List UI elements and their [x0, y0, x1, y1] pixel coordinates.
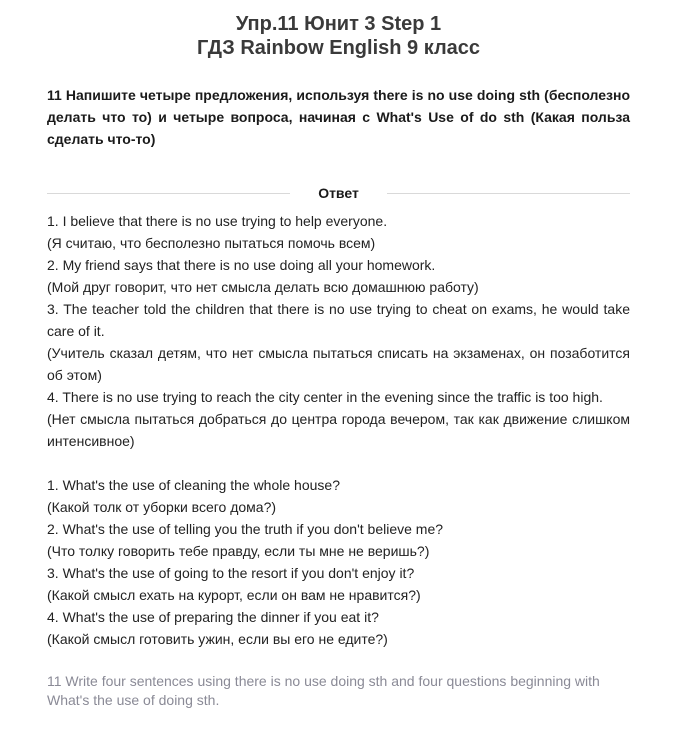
answer-line: (Какой смысл готовить ужин, если вы его не едите?)	[47, 631, 388, 647]
answer-line: (Нет смысла пытаться добраться до центра города вечером, так как движение слишком интенсивное)	[47, 411, 630, 449]
answer-line: 1. What's the use of cleaning the whole house?	[47, 477, 340, 493]
answer-divider	[47, 183, 630, 203]
divider-line-left	[47, 193, 290, 194]
answer-line: 1. I believe that there is no use trying to help everyone.	[47, 213, 388, 229]
divider-line-right	[387, 193, 630, 194]
title-line-2: ГДЗ Rainbow English 9 класс	[196, 37, 481, 59]
task-instruction: 11 Напишите четыре предложения, используя there is no use doing sth (бесполезно делать что то) и четыре вопроса, начиная с What's Use of do sth (Какая польза сделать что-то)	[47, 87, 630, 147]
answer-line: 4. There is no use trying to reach the city center in the evening since the traffic is too high.	[47, 389, 603, 405]
questions-block	[47, 474, 630, 650]
answer-body	[47, 210, 630, 650]
answer-line: 4. What's the use of preparing the dinner if you eat it?	[47, 609, 379, 625]
answer-line: 3. What's the use of going to the resort if you don't enjoy it?	[47, 565, 415, 581]
block-spacer	[47, 452, 630, 474]
sentences-block	[47, 210, 630, 452]
exercise-page	[47, 12, 630, 710]
answer-line: (Мой друг говорит, что нет смысла делать всю домашнюю работу)	[47, 279, 479, 295]
page-title	[47, 12, 630, 60]
answer-line: (Я считаю, что бесполезно пытаться помочь всем)	[47, 235, 376, 251]
answer-line: (Что толку говорить тебе правду, если ты мне не веришь?)	[47, 543, 430, 559]
answer-line: 3. The teacher told the children that there is no use trying to cheat on exams, he would take care of it.	[47, 301, 630, 339]
answer-line: (Учитель сказал детям, что нет смысла пытаться списать на экзаменах, он позаботится об этом)	[47, 345, 630, 383]
answer-label: Ответ	[318, 185, 359, 201]
answer-line: (Какой толк от уборки всего дома?)	[47, 499, 277, 515]
answer-line: 2. What's the use of telling you the truth if you don't believe me?	[47, 521, 444, 537]
english-task-text: 11 Write four sentences using there is no use doing sth and four questions beginning with What's the use of doing sth.	[47, 673, 600, 708]
title-line-1: Упр.11 Юнит 3 Step 1	[235, 13, 442, 35]
answer-line: 2. My friend says that there is no use doing all your homework.	[47, 257, 436, 273]
answer-line: (Какой смысл ехать на курорт, если он вам не нравится?)	[47, 587, 421, 603]
